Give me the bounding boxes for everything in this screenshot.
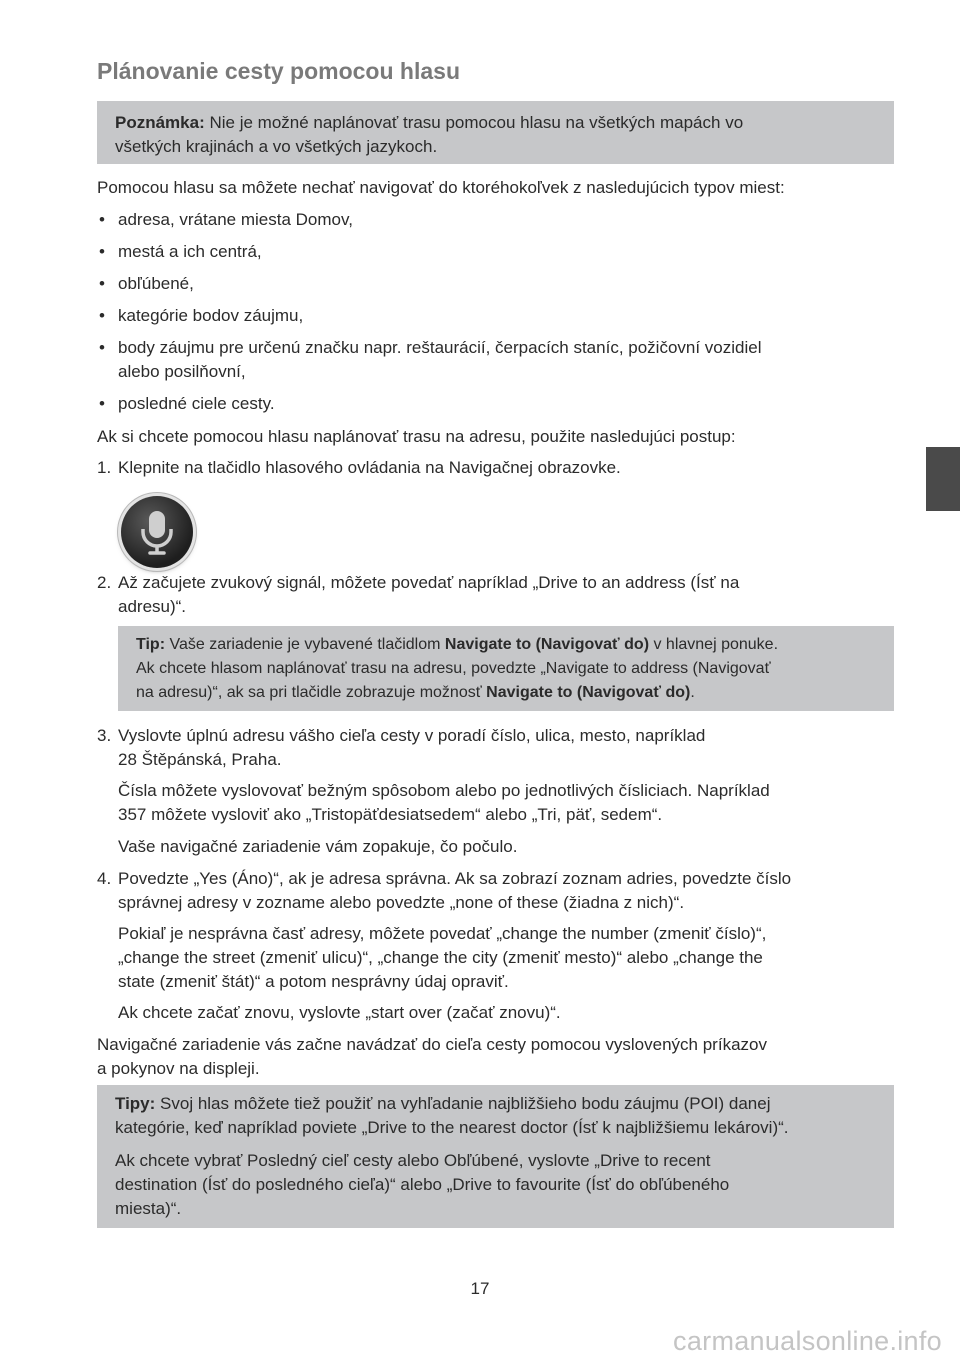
- tips-line-5: miesta)“.: [115, 1199, 182, 1218]
- step-paragraph: Ak chcete začať znovu, vyslovte „start over (začať znovu)“.: [118, 1003, 561, 1022]
- step-paragraph: Čísla môžete vyslovovať bežným spôsobom alebo po jednotlivých čísliciach. Napríklad: [118, 781, 770, 800]
- bullet-marker: •: [99, 242, 105, 261]
- step-text-continuation: 28 Štěpánská, Praha.: [118, 750, 282, 769]
- note-label: Poznámka:: [115, 113, 205, 132]
- tip-text: na adresu)“, ak sa pri tlačidle zobrazuje možnosť: [136, 684, 487, 701]
- step-paragraph-continuation: state (zmeniť štát)“ a potom nesprávny údaj opraviť.: [118, 972, 509, 991]
- bullet-marker: •: [99, 338, 105, 357]
- note-line-2: všetkých krajinách a vo všetkých jazykoch.: [115, 137, 438, 156]
- voice-control-button[interactable]: [121, 496, 193, 568]
- closing-paragraph: Navigačné zariadenie vás začne navádzať do cieľa cesty pomocou vyslovených príkazov: [97, 1035, 767, 1054]
- microphone-icon: [121, 496, 193, 568]
- chapter-tab-marker: [926, 447, 960, 511]
- tip-emphasis: Navigate to (Navigovať do): [444, 636, 650, 653]
- tip-text: v hlavnej ponuke.: [649, 636, 779, 653]
- tips-line-3: Ak chcete vybrať Posledný cieľ cesty alebo Obľúbené, vyslovte „Drive to recent: [115, 1151, 711, 1170]
- bullet-item: kategórie bodov záujmu,: [118, 306, 304, 325]
- bullet-marker: •: [99, 210, 105, 229]
- tips-box: [97, 1085, 894, 1228]
- page-number: 17: [470, 1279, 490, 1298]
- tip-text: .: [690, 684, 695, 701]
- bullet-marker: •: [99, 274, 105, 293]
- step-paragraph: Vaše navigačné zariadenie vám zopakuje, čo počulo.: [118, 837, 518, 856]
- bullet-item: obľúbené,: [118, 274, 194, 293]
- tip-line-3: [136, 681, 876, 705]
- note-box: [97, 101, 894, 164]
- tip-label: Tip:: [136, 636, 166, 653]
- step-paragraph-continuation: 357 môžete vysloviť ako „Tristopäťdesiatsedem“ alebo „Tri, päť, sedem“.: [118, 805, 663, 824]
- tip-text: Vaše zariadenie je vybavené tlačidlom: [165, 636, 445, 653]
- step-text: Klepnite na tlačidlo hlasového ovládania na Navigačnej obrazovke.: [118, 458, 621, 477]
- note-text: Nie je možné naplánovať trasu pomocou hlasu na všetkých mapách vo: [204, 113, 744, 132]
- bullet-item: body záujmu pre určenú značku napr. reštaurácií, čerpacích staníc, požičovní vozidiel: [118, 338, 762, 357]
- procedure-lead: Ak si chcete pomocou hlasu naplánovať trasu na adresu, použite nasledujúci postup:: [97, 427, 736, 446]
- intro-paragraph: Pomocou hlasu sa môžete nechať navigovať do ktoréhokoľvek z nasledujúcich typov miest:: [97, 178, 785, 197]
- step-text-continuation: správnej adresy v zozname alebo povedzte „none of these (žiadna z nich)“.: [118, 893, 685, 912]
- step-text-continuation: adresu)“.: [118, 597, 187, 616]
- step-paragraph: Pokiaľ je nesprávna časť adresy, môžete povedať „change the number (zmeniť číslo)“,: [118, 924, 767, 943]
- bullet-item: posledné ciele cesty.: [118, 394, 275, 413]
- page-title: Plánovanie cesty pomocou hlasu: [97, 58, 460, 84]
- note-line-1: [115, 111, 876, 135]
- tips-line-2: kategórie, keď napríklad poviete „Drive to the nearest doctor (Ísť k najbližšiemu lekárovi)“.: [115, 1118, 789, 1137]
- step-number: 3.: [97, 726, 112, 745]
- tips-line-1: [115, 1092, 876, 1116]
- tip-line-2: Ak chcete hlasom naplánovať trasu na adresu, povedzte „Navigate to address (Navigovať: [136, 660, 771, 677]
- step-number: 2.: [97, 573, 112, 592]
- closing-paragraph-continuation: a pokynov na displeji.: [97, 1059, 260, 1078]
- step-number: 4.: [97, 869, 112, 888]
- step-text: Až začujete zvukový signál, môžete povedať napríklad „Drive to an address (Ísť na: [118, 573, 740, 592]
- bullet-marker: •: [99, 394, 105, 413]
- step-text: Vyslovte úplnú adresu vášho cieľa cesty v poradí číslo, ulica, mesto, napríklad: [118, 726, 706, 745]
- watermark: carmanualsonline.info: [673, 1326, 942, 1356]
- bullet-item: adresa, vrátane miesta Domov,: [118, 210, 353, 229]
- tip-line-1: [136, 633, 876, 657]
- step-text: Povedzte „Yes (Áno)“, ak je adresa správna. Ak sa zobrazí zoznam adries, povedzte číslo: [118, 869, 792, 888]
- step-number: 1.: [97, 458, 112, 477]
- tip-emphasis: Navigate to (Navigovať do): [486, 684, 691, 701]
- bullet-item: mestá a ich centrá,: [118, 242, 262, 261]
- tips-label: Tipy:: [115, 1094, 156, 1113]
- tips-line-4: destination (Ísť do posledného cieľa)“ alebo „Drive to favourite (Ísť do obľúbeného: [115, 1175, 730, 1194]
- bullet-item-continuation: alebo posilňovní,: [118, 362, 246, 381]
- step-paragraph-continuation: „change the street (zmeniť ulicu)“, „change the city (zmeniť mesto)“ alebo „change the: [118, 948, 763, 967]
- bullet-marker: •: [99, 306, 105, 325]
- tip-box: [118, 626, 894, 711]
- tips-text: Svoj hlas môžete tiež použiť na vyhľadanie najbližšieho bodu záujmu (POI) danej: [155, 1094, 771, 1113]
